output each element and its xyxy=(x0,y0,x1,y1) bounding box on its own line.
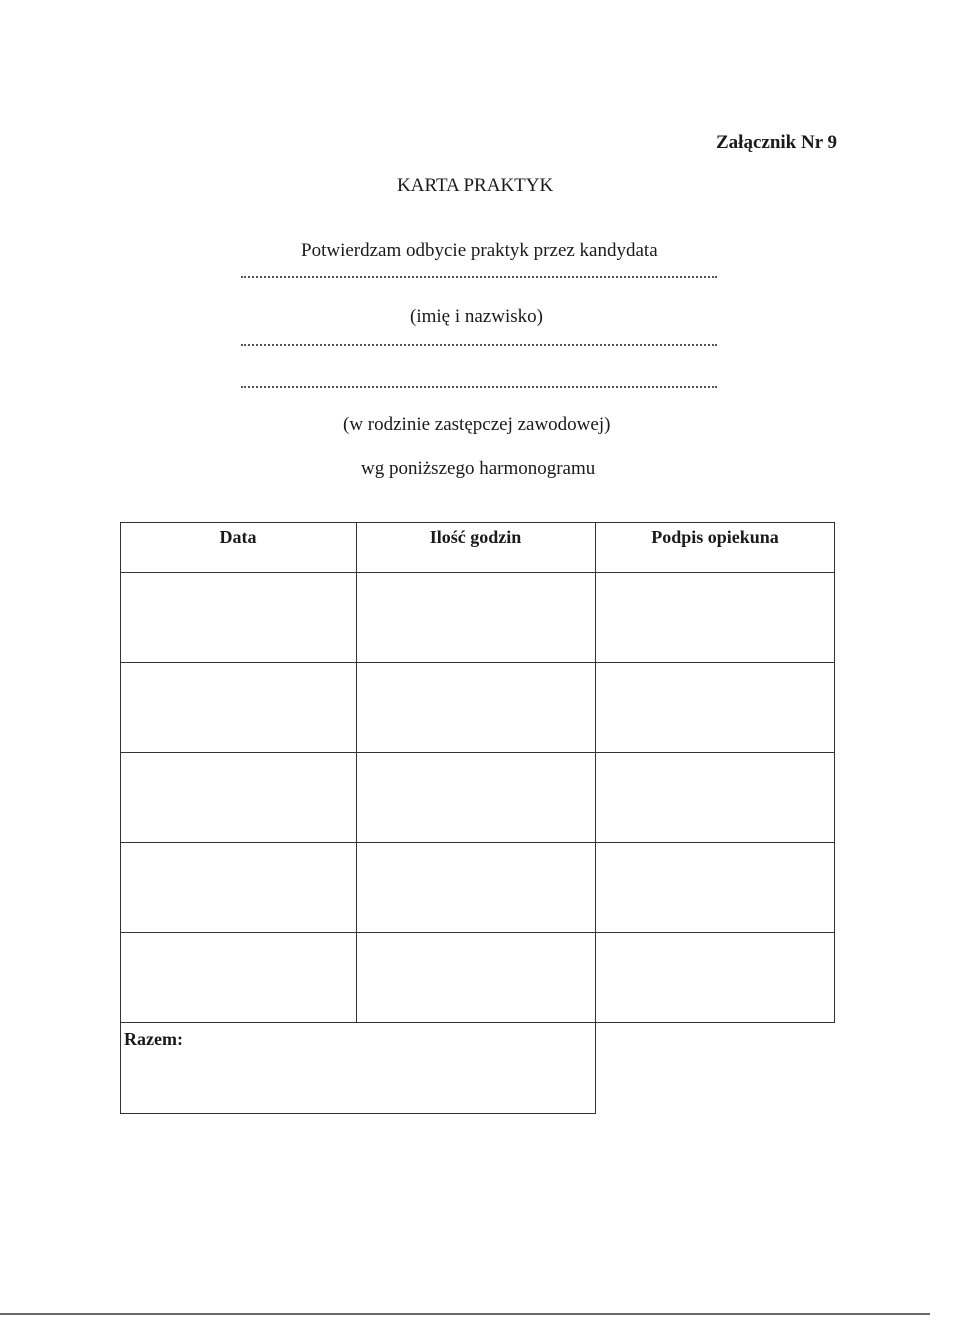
table-col-divider xyxy=(356,522,357,1022)
table-row-divider xyxy=(120,932,835,933)
table-row-divider xyxy=(120,752,835,753)
schedule-text: wg poniższego harmonogramu xyxy=(361,458,596,479)
family-caption: (w rodzinie zastępczej zawodowej) xyxy=(343,414,611,435)
table-row-divider xyxy=(120,662,835,663)
table-col-divider xyxy=(595,522,596,1114)
name-fill-line[interactable] xyxy=(241,276,717,278)
header-date: Data xyxy=(219,527,257,547)
table-row-divider xyxy=(120,572,835,573)
table-border-right xyxy=(834,522,835,1023)
table-row-divider xyxy=(120,1022,835,1023)
header-hours: Ilość godzin xyxy=(429,527,522,547)
page-title: KARTA PRAKTYK xyxy=(397,175,554,196)
schedule-table xyxy=(120,522,835,1114)
table-border-top xyxy=(120,522,835,523)
family-fill-line-1[interactable] xyxy=(241,344,717,346)
total-label: Razem: xyxy=(124,1029,183,1049)
page-bottom-edge xyxy=(0,1313,930,1315)
confirm-text: Potwierdzam odbycie praktyk przez kandydata xyxy=(301,240,658,261)
header-signature: Podpis opiekuna xyxy=(651,527,779,547)
annex-label: Załącznik Nr 9 xyxy=(716,132,838,153)
table-border-left xyxy=(120,522,121,1114)
table-row-divider xyxy=(120,842,835,843)
table-border-bottom xyxy=(120,1113,595,1114)
family-fill-line-2[interactable] xyxy=(241,386,717,388)
name-caption: (imię i nazwisko) xyxy=(410,306,543,327)
